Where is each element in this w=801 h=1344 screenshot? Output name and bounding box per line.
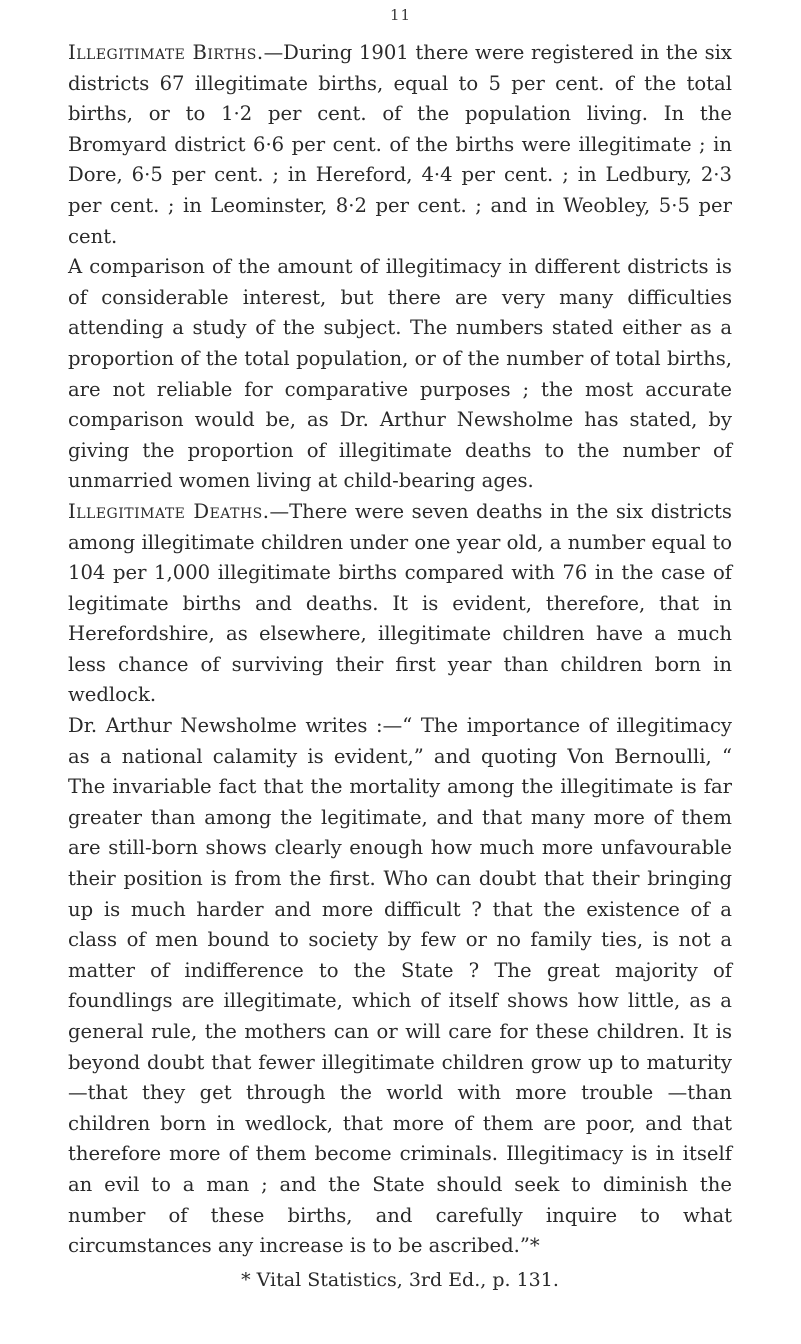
paragraph-illegitimate-deaths xyxy=(68,497,732,711)
paragraph-text: Dr. Arthur Newsholme writes :—“ The importance of illegitimacy as a national calamity is evident,” and quoting Von Bernoulli, “ The invariable fact that the mortality among the illegitimate is far greater than among the legitimate, and that many more of them are still-born shows clearly enough how much more unfavourable their position is from the first. Who can doubt that their bringing up is much harder and more difficult ? that the existence of a class of men bound to society by few or no family ties, is not a matter of indifference to the State ? The great majority of foundlings are illegitimate, which of itself shows how little, as a general rule, the mothers can or will care for these children. It is beyond doubt that fewer illegitimate children grow up to maturity—that they get through the world with more trouble —than children born in wedlock, that more of them are poor, and that therefore more of them become criminals. Illegitimacy is in itself an evil to a man ; and the State should seek to diminish the number of these births, and carefully inquire to what circumstances any increase is to be ascribed.”* xyxy=(68,714,732,1258)
footnote: * Vital Statistics, 3rd Ed., p. 131. xyxy=(241,1268,559,1291)
section-heading-illegitimate-deaths: Illegitimate Deaths. xyxy=(68,499,270,523)
section-heading-illegitimate-births: Illegitimate Births. xyxy=(68,41,264,64)
paragraph-text: A comparison of the amount of illegitimacy in different districts is of considerable interest, but there are very many difficulties attending a study of the subject. The numbers stated either as a proportion of the total population, or of the number of total births, are not reliable for comparative purposes ; the most accurate comparison would be, as Dr. Arthur Newsholme has stated, by giving the proportion of illegitimate deaths to the number of unmarried women living at child-bearing ages. xyxy=(68,255,732,493)
paragraph-text: —During 1901 there were registered in the six districts 67 illegitimate births, equal to 5 per cent. of the total births, or to 1·2 per cent. of the population living. In the Bromyard district 6·6 per cent. of the births were illegitimate ; in Dore, 6·5 per cent. ; in Hereford, 4·4 per cent. ; in Ledbury, 2·3 per cent. ; in Leominster, 8·2 per cent. ; and in Weobley, 5·5 per cent. xyxy=(68,41,732,248)
body-text xyxy=(68,38,732,1294)
paragraph-comparison xyxy=(68,252,732,497)
paragraph-illegitimate-births xyxy=(68,38,732,252)
page-number: 11 xyxy=(389,6,412,24)
paragraph-newsholme-quote xyxy=(68,711,732,1262)
paragraph-text: —There were seven deaths in the six districts among illegitimate children under one year old, a number equal to 104 per 1,000 illegitimate births compared with 76 in the case of legitimate births and deaths. It is evident, therefore, that in Herefordshire, as elsewhere, illegitimate children have a much less chance of surviving their first year than children born in wedlock. xyxy=(68,499,732,707)
